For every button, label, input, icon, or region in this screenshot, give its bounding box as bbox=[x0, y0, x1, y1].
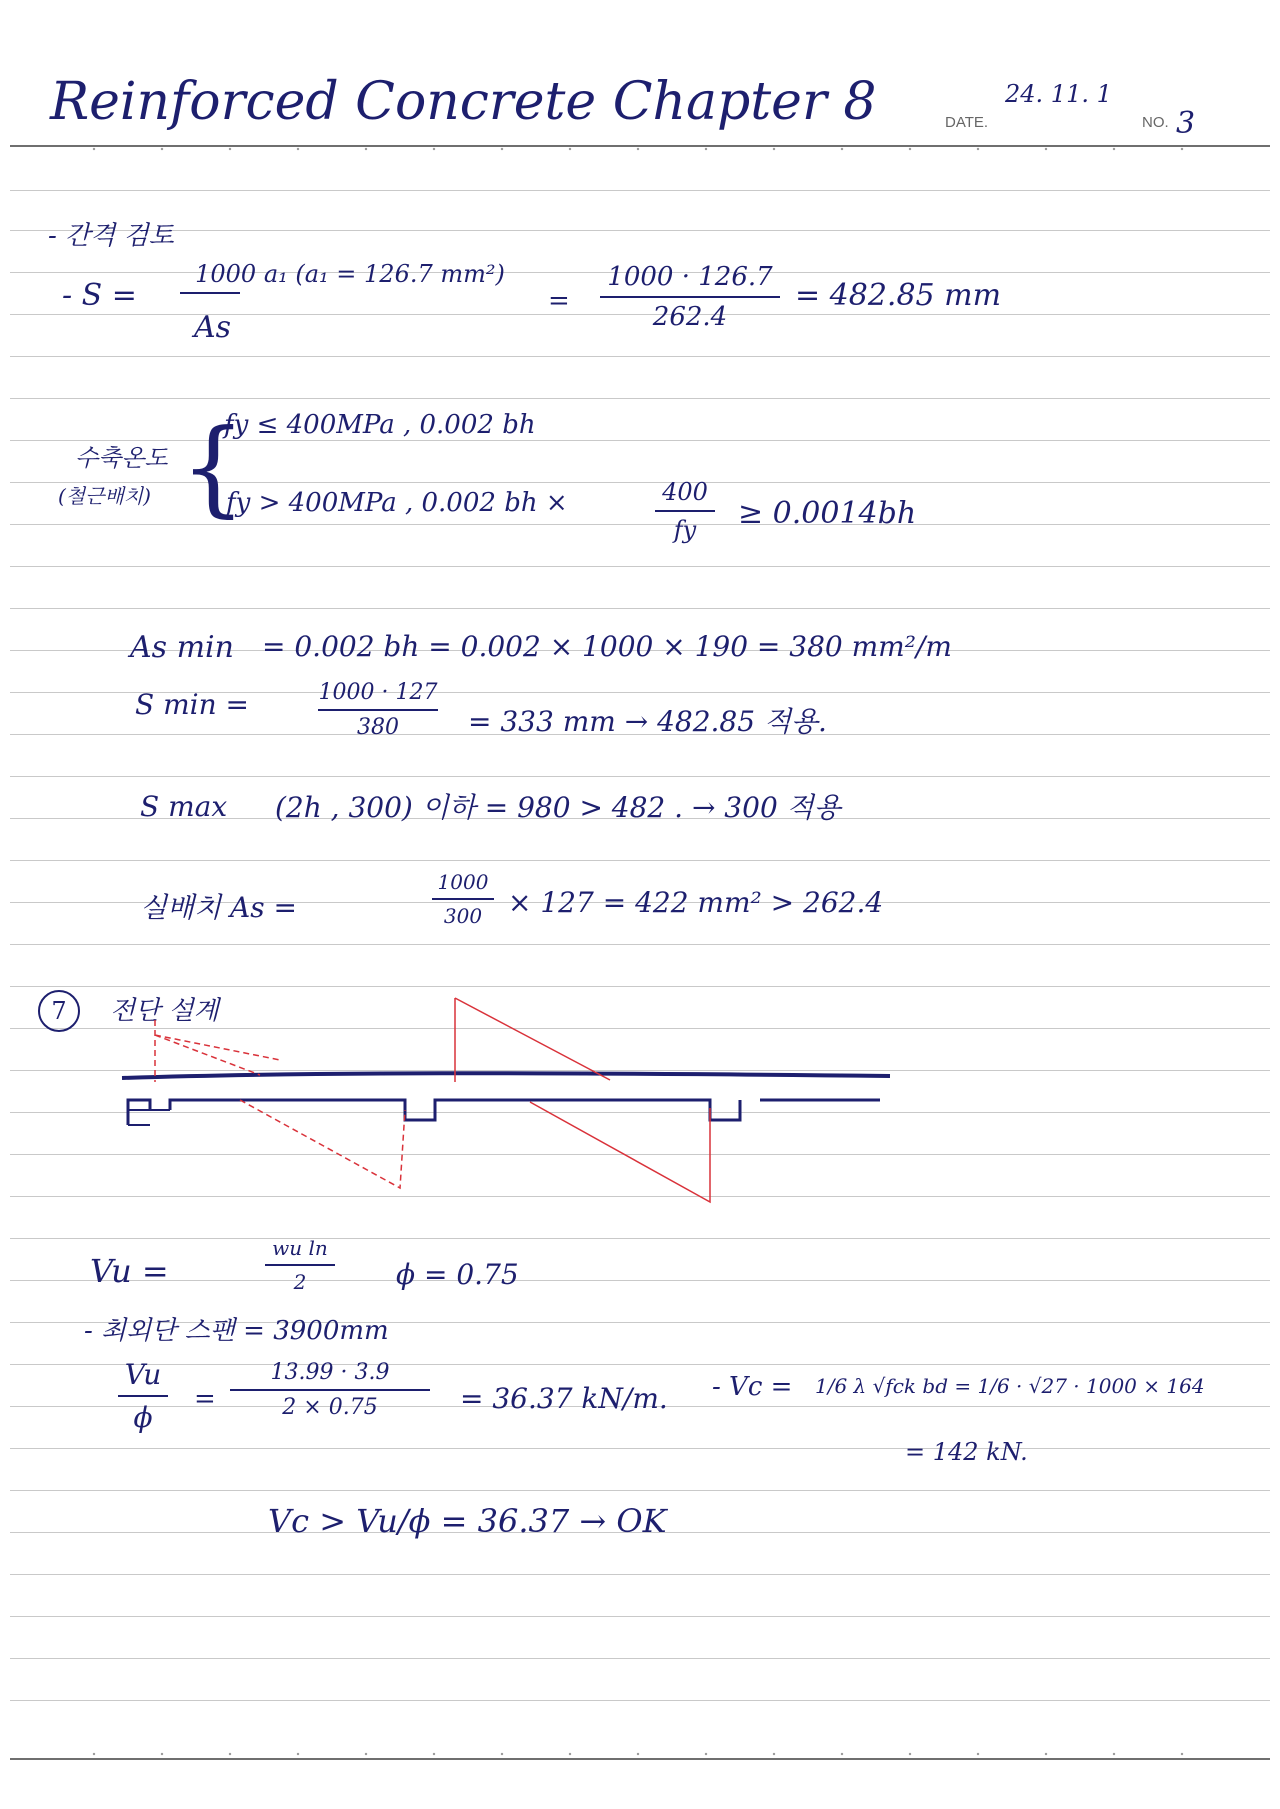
vu-phi-calc-fraction bbox=[230, 1360, 430, 1420]
s-min-label: S min = bbox=[135, 688, 249, 721]
s-min-denominator: 380 bbox=[357, 715, 399, 740]
slab-line bbox=[122, 1073, 890, 1078]
vc-expression: 1/6 λ √fck bd = 1/6 · √27 · 1000 × 164 bbox=[815, 1374, 1205, 1398]
as-actual-result: × 127 = 422 mm² > 262.4 bbox=[508, 886, 884, 919]
shrinkage-case-1: fy ≤ 400MPa , 0.002 bh bbox=[224, 410, 536, 440]
shrinkage-min-ratio: ≥ 0.0014bh bbox=[738, 496, 917, 531]
shear-force-peak bbox=[455, 998, 610, 1082]
vu-denominator: 2 bbox=[293, 1270, 307, 1294]
rule-line bbox=[10, 1448, 1270, 1449]
spacing-denominator: As bbox=[194, 310, 232, 345]
as-min-label: As min bbox=[130, 630, 234, 665]
rule-line bbox=[10, 1574, 1270, 1575]
date-label: DATE. bbox=[945, 114, 989, 131]
vc-result: = 142 kN. bbox=[905, 1438, 1028, 1466]
s-max-expression: (2h , 300) 이하 = 980 > 482 . → 300 적용 bbox=[275, 791, 841, 824]
vu-numerator: wu ln bbox=[272, 1236, 328, 1260]
rule-line bbox=[10, 230, 1270, 231]
rule-line bbox=[10, 1658, 1270, 1659]
shrinkage-numerator: 400 bbox=[662, 478, 708, 506]
as-min-expression: = 0.002 bh = 0.002 × 1000 × 190 = 380 mm²/m bbox=[262, 630, 952, 663]
equals-sign: = bbox=[194, 1384, 216, 1414]
vu-phi-calc-numerator: 13.99 · 3.9 bbox=[270, 1360, 390, 1385]
s-max-label: S max bbox=[140, 790, 228, 823]
vc-label: - Vc = bbox=[712, 1372, 793, 1402]
section-number-circle bbox=[36, 988, 82, 1034]
spacing-heading: - 간격 검토 bbox=[48, 221, 174, 251]
s-min-numerator: 1000 · 127 bbox=[318, 680, 438, 705]
fraction-bar bbox=[655, 510, 715, 512]
shrinkage-case-2: fy > 400MPa , 0.002 bh × bbox=[226, 488, 568, 518]
rule-line bbox=[10, 860, 1270, 861]
rule-line bbox=[10, 1280, 1270, 1281]
dot-row bbox=[60, 147, 1230, 151]
outer-span: - 최외단 스팬 = 3900mm bbox=[84, 1316, 389, 1346]
rule-line bbox=[10, 608, 1270, 609]
spacing-result: = 482.85 mm bbox=[795, 278, 1002, 313]
rule-line bbox=[10, 1364, 1270, 1365]
fraction-bar bbox=[180, 292, 240, 294]
shear-check: Vc > Vu/ϕ = 36.37 → OK bbox=[268, 1502, 667, 1540]
vu-fraction bbox=[265, 1236, 335, 1294]
shrinkage-fraction bbox=[655, 478, 715, 544]
section-number: 7 bbox=[51, 997, 67, 1025]
rule-line bbox=[10, 1490, 1270, 1491]
footer-rule bbox=[10, 1758, 1270, 1760]
page-title: Reinforced Concrete Chapter 8 bbox=[50, 72, 877, 132]
shear-diagram bbox=[110, 990, 910, 1220]
vu-phi-numerator: Vu bbox=[124, 1358, 162, 1391]
number-label: NO. bbox=[1142, 114, 1169, 131]
s-min-result: = 333 mm → 482.85 적용. bbox=[468, 705, 827, 738]
shrinkage-denominator: fy bbox=[673, 516, 697, 544]
shear-heading: 전단 설계 bbox=[110, 996, 219, 1026]
rule-line bbox=[10, 1616, 1270, 1617]
shrinkage-label: 수축온도 bbox=[75, 444, 168, 472]
date-value: 24. 11. 1 bbox=[1005, 80, 1112, 108]
shear-force-left bbox=[155, 1020, 280, 1082]
shear-force-span-2 bbox=[530, 1102, 710, 1202]
beam-outline bbox=[128, 1100, 880, 1125]
as-actual-fraction bbox=[432, 870, 494, 928]
spacing-numerator: 1000 a₁ (a₁ = 126.7 mm²) bbox=[195, 260, 505, 288]
rule-line bbox=[10, 1700, 1270, 1701]
rule-line bbox=[10, 986, 1270, 987]
fraction-bar bbox=[265, 1264, 335, 1266]
vu-phi-fraction bbox=[118, 1358, 168, 1434]
rule-line bbox=[10, 356, 1270, 357]
rule-line bbox=[10, 1238, 1270, 1239]
spacing-fraction bbox=[180, 260, 520, 298]
fraction-bar bbox=[600, 296, 780, 298]
s-min-fraction bbox=[318, 680, 438, 740]
as-actual-label: 실배치 As = bbox=[140, 891, 297, 924]
fraction-bar bbox=[118, 1395, 168, 1397]
shear-force-span-1 bbox=[240, 1100, 405, 1188]
vu-label: Vu = bbox=[90, 1252, 169, 1290]
page-number: 3 bbox=[1176, 106, 1196, 141]
fraction-bar bbox=[230, 1389, 430, 1391]
spacing-s-prefix: - S = bbox=[62, 278, 137, 313]
rule-line bbox=[10, 190, 1270, 191]
vu-phi-result: = 36.37 kN/m. bbox=[460, 1382, 668, 1415]
rule-line bbox=[10, 776, 1270, 777]
rule-line bbox=[10, 944, 1270, 945]
dot-row bbox=[60, 1752, 1230, 1756]
fraction-bar bbox=[432, 898, 494, 900]
support-line bbox=[128, 1110, 170, 1125]
spacing-equals: = bbox=[548, 286, 570, 316]
phi-value: ϕ = 0.75 bbox=[396, 1258, 519, 1291]
vu-phi-calc-denominator: 2 × 0.75 bbox=[282, 1395, 378, 1420]
shrinkage-sublabel: (철근배치) bbox=[58, 484, 151, 508]
vu-phi-denominator: ϕ bbox=[133, 1401, 153, 1434]
as-actual-denominator: 300 bbox=[443, 904, 483, 928]
spacing-sub-fraction bbox=[600, 262, 780, 332]
rule-line bbox=[10, 398, 1270, 399]
spacing-sub-numerator: 1000 · 126.7 bbox=[607, 262, 773, 292]
spacing-sub-denominator: 262.4 bbox=[652, 302, 728, 332]
rule-line bbox=[10, 566, 1270, 567]
brace: { bbox=[180, 406, 247, 528]
as-actual-numerator: 1000 bbox=[437, 870, 489, 894]
fraction-bar bbox=[318, 709, 438, 711]
